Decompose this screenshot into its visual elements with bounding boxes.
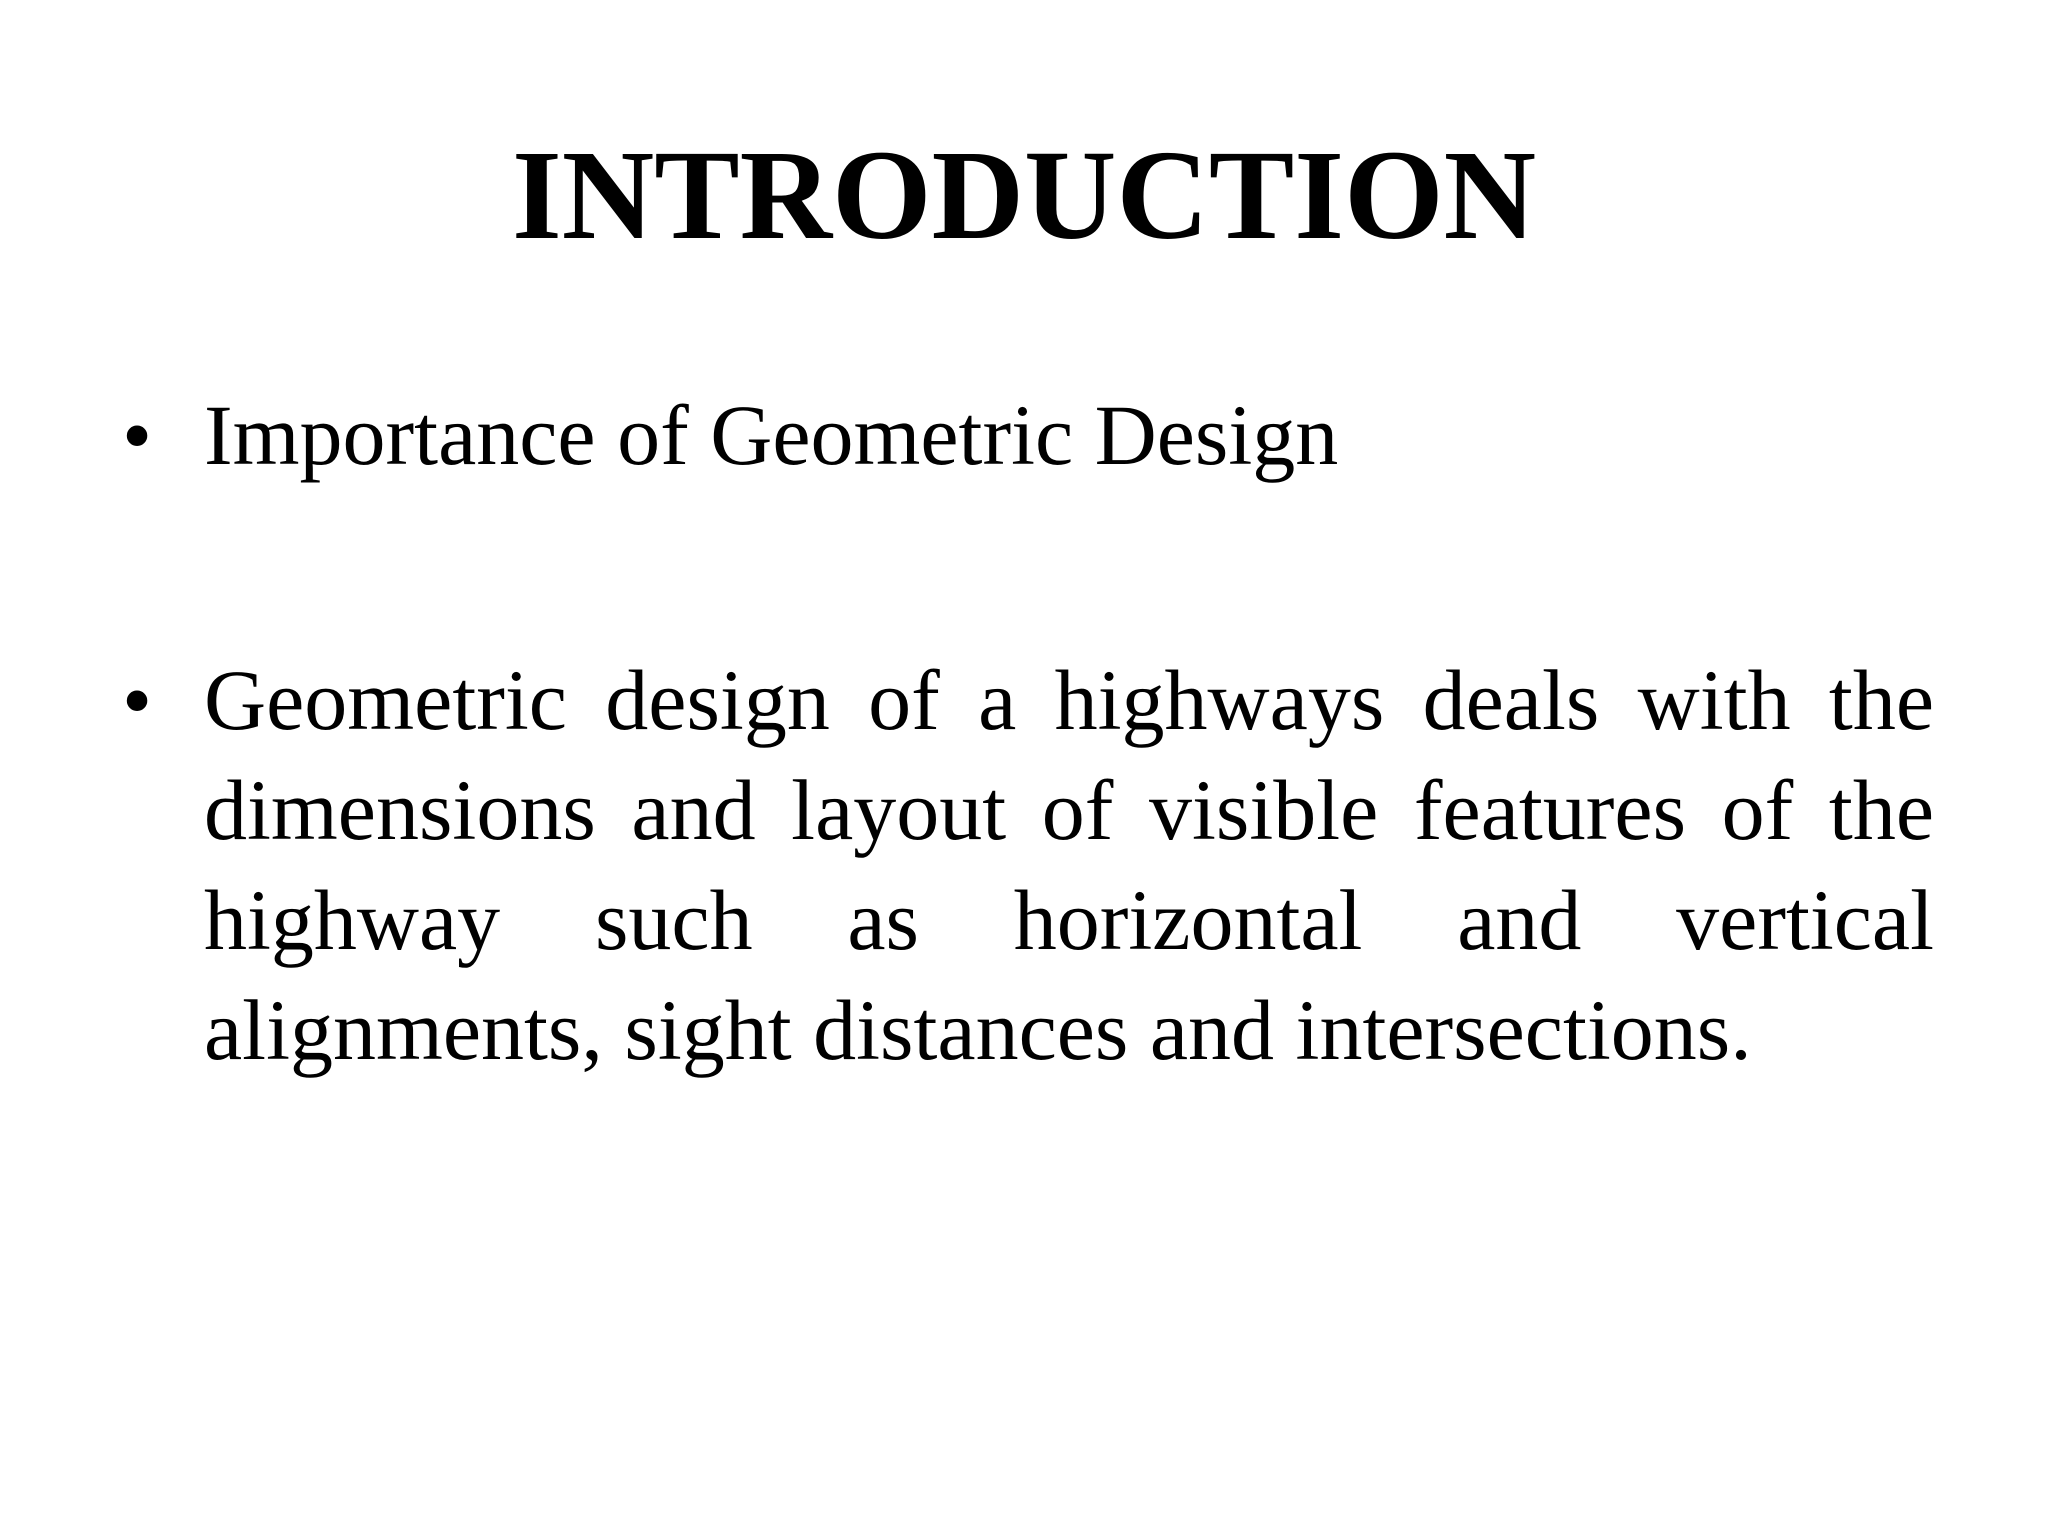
- bullet-marker: •: [122, 652, 153, 748]
- bullet-item: [122, 645, 1934, 1085]
- bullet-marker: •: [122, 387, 153, 483]
- bullet-text: Importance of Geometric Design: [204, 387, 1339, 483]
- bullet-list: [122, 380, 1934, 1085]
- slide-title: INTRODUCTION: [511, 124, 1537, 266]
- bullet-item: [122, 380, 1934, 490]
- bullet-text: Geometric design of a highways deals with the dimensions and layout of visible features of the highway such as horizontal and vertical alignments, sight distances and intersections.: [204, 652, 1934, 1078]
